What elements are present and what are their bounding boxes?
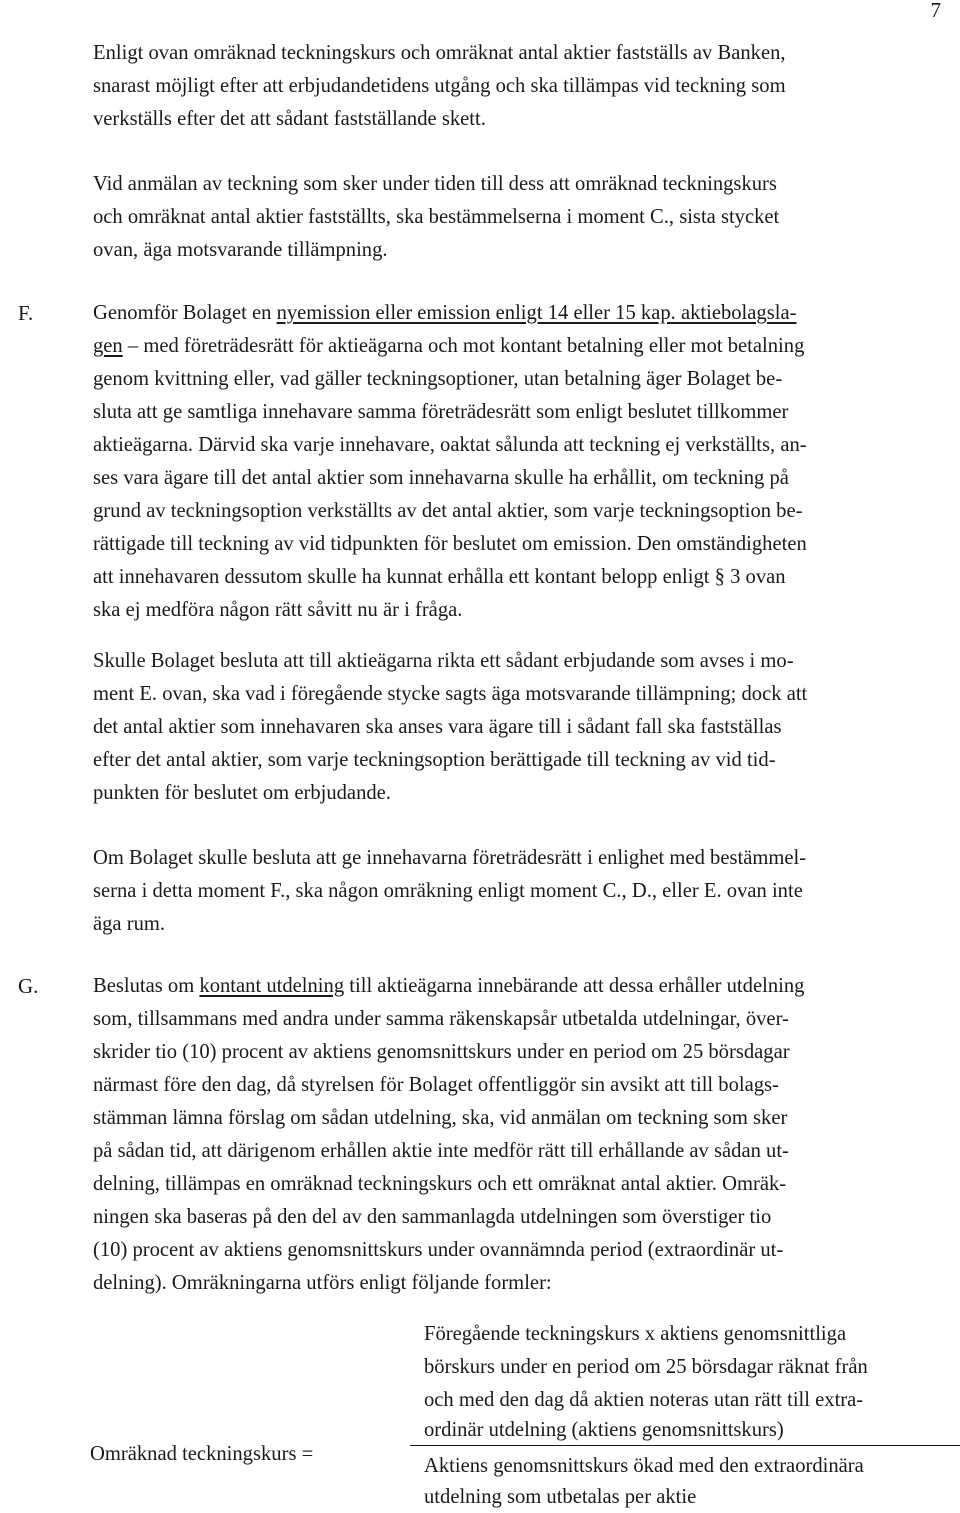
text-span: Genomför Bolaget en bbox=[93, 302, 277, 324]
text-line: att innehavaren dessutom skulle ha kunnat erhålla ett kontant belopp enligt § 3 ovan bbox=[93, 566, 786, 588]
text-line: genom kvittning eller, vad gäller teckningsoptioner, utan betalning äger Bolaget be- bbox=[93, 368, 783, 390]
formula-label: Omräknad teckningskurs = bbox=[90, 1443, 314, 1465]
text-line: (10) procent av aktiens genomsnittskurs under ovannämnda period (extraordinär ut- bbox=[93, 1239, 784, 1261]
text-line: grund av teckningsoption verkställts av det antal aktier, som varje teckningsoption be- bbox=[93, 500, 803, 522]
text-line: Vid anmälan av teckning som sker under tiden till dess att omräknad teckningskurs bbox=[93, 173, 777, 195]
text-line: det antal aktier som innehavaren ska anses vara ägare till i sådant fall ska fastställas bbox=[93, 716, 782, 738]
text-line bbox=[93, 330, 804, 362]
text-line: aktieägarna. Därvid ska varje innehavare, oaktat sålunda att teckning ej verkställts, an- bbox=[93, 434, 807, 456]
text-line: skrider tio (10) procent av aktiens genomsnittskurs under en period om 25 börsdagar bbox=[93, 1041, 790, 1063]
text-line: äga rum. bbox=[93, 913, 166, 935]
text-line: ment E. ovan, ska vad i föregående stycke sagts äga motsvarande tillämpning; dock att bbox=[93, 683, 808, 705]
formula-denominator-line: utdelning som utbetalas per aktie bbox=[424, 1486, 697, 1508]
text-line: Enligt ovan omräknad teckningskurs och omräknat antal aktier fastställs av Banken, bbox=[93, 42, 786, 64]
formula-numerator-line: Föregående teckningskurs x aktiens genomsnittliga bbox=[424, 1323, 847, 1345]
text-line bbox=[93, 970, 804, 1002]
text-line: delning, tillämpas en omräknad teckningskurs och ett omräknat antal aktier. Omräk- bbox=[93, 1173, 787, 1195]
section-marker-f: F. bbox=[18, 301, 34, 325]
text-line bbox=[93, 297, 796, 329]
formula-denominator-line: Aktiens genomsnittskurs ökad med den extraordinära bbox=[424, 1455, 864, 1477]
fraction-bar bbox=[410, 1445, 960, 1446]
underlined-text: gen bbox=[93, 335, 123, 357]
text-line: och omräknat antal aktier fastställts, ska bestämmelserna i moment C., sista stycket bbox=[93, 206, 780, 228]
text-line: ska ej medföra någon rätt såvitt nu är i fråga. bbox=[93, 599, 463, 621]
text-line: stämman lämna förslag om sådan utdelning, ska, vid anmälan om teckning som sker bbox=[93, 1107, 788, 1129]
text-line: delning). Omräkningarna utförs enligt följande formler: bbox=[93, 1272, 552, 1294]
underlined-text: kontant utdelning bbox=[199, 975, 345, 997]
text-line: serna i detta moment F., ska någon omräkning enligt moment C., D., eller E. ovan inte bbox=[93, 880, 803, 902]
formula-numerator-line: ordinär utdelning (aktiens genomsnittskurs) bbox=[424, 1419, 784, 1441]
text-line: sluta att ge samtliga innehavare samma företrädesrätt som enligt beslutet tillkommer bbox=[93, 401, 789, 423]
underlined-text: nyemission eller emission enligt 14 eller 15 kap. aktiebolagsla- bbox=[276, 302, 797, 324]
page-number: 7 bbox=[930, 0, 941, 22]
text-line: på sådan tid, att därigenom erhållen aktie inte medför rätt till erhållande av sådan ut- bbox=[93, 1140, 789, 1162]
text-line: punkten för beslutet om erbjudande. bbox=[93, 782, 391, 804]
text-line: verkställs efter det att sådant fastställande skett. bbox=[93, 108, 486, 130]
text-span: till aktieägarna innebärande att dessa erhåller utdelning bbox=[344, 975, 805, 997]
text-line: ningen ska baseras på den del av den sammanlagda utdelningen som överstiger tio bbox=[93, 1206, 772, 1228]
text-line: Om Bolaget skulle besluta att ge innehavarna företrädesrätt i enlighet med bestämmel- bbox=[93, 847, 807, 869]
text-line: Skulle Bolaget besluta att till aktieägarna rikta ett sådant erbjudande som avses i mo- bbox=[93, 650, 794, 672]
text-line: ovan, äga motsvarande tillämpning. bbox=[93, 239, 388, 261]
text-span: Beslutas om bbox=[93, 975, 200, 997]
text-line: närmast före den dag, då styrelsen för Bolaget offentliggör sin avsikt att till bolags- bbox=[93, 1074, 779, 1096]
text-line: snarast möjligt efter att erbjudandetidens utgång och ska tillämpas vid teckning som bbox=[93, 75, 786, 97]
section-marker-g: G. bbox=[18, 974, 39, 998]
text-line: efter det antal aktier, som varje teckningsoption berättigade till teckning av vid tid- bbox=[93, 749, 776, 771]
text-span: – med företrädesrätt för aktieägarna och mot kontant betalning eller mot betalning bbox=[122, 335, 805, 357]
formula-numerator-line: börskurs under en period om 25 börsdagar räknat från bbox=[424, 1356, 868, 1378]
text-line: som, tillsammans med andra under samma räkenskapsår utbetalda utdelningar, över- bbox=[93, 1008, 789, 1030]
formula-numerator-line: och med den dag då aktien noteras utan rätt till extra- bbox=[424, 1389, 864, 1411]
text-line: ses vara ägare till det antal aktier som innehavarna skulle ha erhållit, om teckning på bbox=[93, 467, 789, 489]
text-line: rättigade till teckning av vid tidpunkten för beslutet om emission. Den omständigheten bbox=[93, 533, 807, 555]
